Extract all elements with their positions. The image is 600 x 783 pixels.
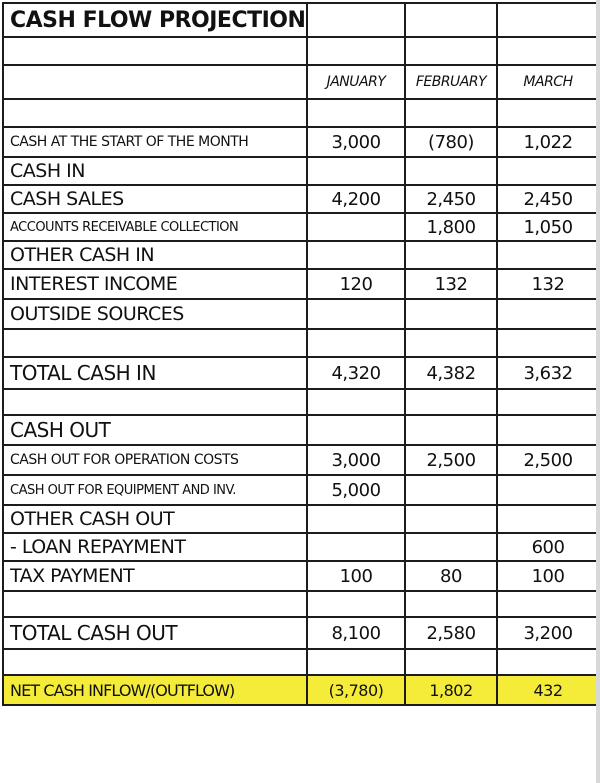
- empty-cell[interactable]: [405, 157, 497, 185]
- row-label: INTEREST INCOME: [3, 269, 307, 299]
- section-heading: CASH IN: [3, 157, 307, 185]
- cell-january[interactable]: 4,200: [307, 185, 405, 213]
- empty-cell[interactable]: [307, 99, 405, 127]
- blank-row: [3, 389, 599, 415]
- cell-january[interactable]: 120: [307, 269, 405, 299]
- empty-cell[interactable]: [497, 649, 599, 675]
- row-ar-collection: [3, 213, 599, 241]
- cell-march[interactable]: 2,500: [497, 445, 599, 475]
- cell-february[interactable]: (780): [405, 127, 497, 157]
- title-row: [3, 3, 599, 37]
- row-loan-repayment: [3, 533, 599, 561]
- cell-march[interactable]: 3,200: [497, 617, 599, 649]
- empty-cell[interactable]: [497, 299, 599, 329]
- cash-flow-table: [2, 2, 600, 706]
- row-net-cash: [3, 675, 599, 705]
- cell-february[interactable]: 80: [405, 561, 497, 591]
- cell-march[interactable]: 2,450: [497, 185, 599, 213]
- empty-cell[interactable]: [405, 3, 497, 37]
- empty-cell[interactable]: [3, 37, 307, 65]
- cell-january[interactable]: 8,100: [307, 617, 405, 649]
- row-total-cash-out: [3, 617, 599, 649]
- row-label: NET CASH INFLOW/(OUTFLOW): [3, 675, 307, 705]
- empty-cell[interactable]: [3, 329, 307, 357]
- cell-march[interactable]: 1,050: [497, 213, 599, 241]
- row-label: CASH OUT FOR EQUIPMENT AND INV.: [3, 475, 307, 505]
- cell-january[interactable]: 5,000: [307, 475, 405, 505]
- blank-row: [3, 591, 599, 617]
- row-operation-costs: [3, 445, 599, 475]
- row-interest-income: [3, 269, 599, 299]
- empty-cell[interactable]: [3, 591, 307, 617]
- month-header-january: JANUARY: [307, 65, 405, 99]
- cell-march[interactable]: 100: [497, 561, 599, 591]
- row-label: TAX PAYMENT: [3, 561, 307, 591]
- empty-cell[interactable]: [405, 37, 497, 65]
- blank-row: [3, 99, 599, 127]
- empty-cell[interactable]: [497, 329, 599, 357]
- empty-cell[interactable]: [307, 299, 405, 329]
- row-label: OTHER CASH OUT: [3, 505, 307, 533]
- cell-february[interactable]: [405, 475, 497, 505]
- empty-cell[interactable]: [497, 99, 599, 127]
- row-tax-payment: [3, 561, 599, 591]
- row-label: TOTAL CASH OUT: [3, 617, 307, 649]
- blank-row: [3, 329, 599, 357]
- cell-february[interactable]: 1,802: [405, 675, 497, 705]
- row-other-cash-out: [3, 505, 599, 533]
- empty-cell[interactable]: [405, 505, 497, 533]
- sheet-title: CASH FLOW PROJECTION: [3, 3, 307, 37]
- blank-row: [3, 37, 599, 65]
- cell-march[interactable]: 1,022: [497, 127, 599, 157]
- cell-february[interactable]: 132: [405, 269, 497, 299]
- empty-cell[interactable]: [405, 299, 497, 329]
- empty-cell[interactable]: [497, 157, 599, 185]
- empty-cell[interactable]: [497, 505, 599, 533]
- row-cash-out-heading: [3, 415, 599, 445]
- row-label: TOTAL CASH IN: [3, 357, 307, 389]
- row-equipment: [3, 475, 599, 505]
- empty-cell[interactable]: [3, 389, 307, 415]
- cell-march[interactable]: 132: [497, 269, 599, 299]
- empty-cell[interactable]: [307, 157, 405, 185]
- empty-cell[interactable]: [307, 415, 405, 445]
- empty-cell[interactable]: [307, 241, 405, 269]
- cell-february[interactable]: 2,450: [405, 185, 497, 213]
- cell-march[interactable]: 600: [497, 533, 599, 561]
- empty-cell[interactable]: [307, 3, 405, 37]
- cell-january[interactable]: 3,000: [307, 127, 405, 157]
- row-label: ACCOUNTS RECEIVABLE COLLECTION: [3, 213, 307, 241]
- empty-cell[interactable]: [497, 3, 599, 37]
- empty-cell[interactable]: [307, 649, 405, 675]
- row-label: CASH AT THE START OF THE MONTH: [3, 127, 307, 157]
- cell-january[interactable]: 3,000: [307, 445, 405, 475]
- empty-cell[interactable]: [3, 65, 307, 99]
- month-header-row: [3, 65, 599, 99]
- cell-february[interactable]: [405, 533, 497, 561]
- empty-cell[interactable]: [497, 415, 599, 445]
- cell-january[interactable]: 4,320: [307, 357, 405, 389]
- empty-cell[interactable]: [3, 99, 307, 127]
- empty-cell[interactable]: [307, 389, 405, 415]
- row-label: OTHER CASH IN: [3, 241, 307, 269]
- empty-cell[interactable]: [405, 649, 497, 675]
- cell-january[interactable]: (3,780): [307, 675, 405, 705]
- row-start-cash: [3, 127, 599, 157]
- cell-february[interactable]: 1,800: [405, 213, 497, 241]
- row-cash-in-heading: [3, 157, 599, 185]
- empty-cell[interactable]: [497, 37, 599, 65]
- cell-january[interactable]: [307, 533, 405, 561]
- section-heading: CASH OUT: [3, 415, 307, 445]
- empty-cell[interactable]: [497, 241, 599, 269]
- month-header-february: FEBRUARY: [405, 65, 497, 99]
- empty-cell[interactable]: [405, 415, 497, 445]
- empty-cell[interactable]: [405, 591, 497, 617]
- empty-cell[interactable]: [497, 591, 599, 617]
- empty-cell[interactable]: [405, 389, 497, 415]
- empty-cell[interactable]: [307, 505, 405, 533]
- empty-cell[interactable]: [405, 329, 497, 357]
- row-label: - LOAN REPAYMENT: [3, 533, 307, 561]
- empty-cell[interactable]: [3, 649, 307, 675]
- empty-cell[interactable]: [497, 389, 599, 415]
- cell-january[interactable]: [307, 213, 405, 241]
- empty-cell[interactable]: [307, 329, 405, 357]
- cell-february[interactable]: 2,580: [405, 617, 497, 649]
- cell-january[interactable]: 100: [307, 561, 405, 591]
- empty-cell[interactable]: [405, 241, 497, 269]
- row-cash-sales: [3, 185, 599, 213]
- row-other-cash-in: [3, 241, 599, 269]
- cell-march[interactable]: 432: [497, 675, 599, 705]
- row-total-cash-in: [3, 357, 599, 389]
- cell-february[interactable]: 2,500: [405, 445, 497, 475]
- row-outside-sources: [3, 299, 599, 329]
- cell-march[interactable]: 3,632: [497, 357, 599, 389]
- month-header-march: MARCH: [497, 65, 599, 99]
- empty-cell[interactable]: [307, 591, 405, 617]
- row-label: CASH SALES: [3, 185, 307, 213]
- blank-row: [3, 649, 599, 675]
- cell-march[interactable]: [497, 475, 599, 505]
- cell-february[interactable]: 4,382: [405, 357, 497, 389]
- empty-cell[interactable]: [307, 37, 405, 65]
- row-label: CASH OUT FOR OPERATION COSTS: [3, 445, 307, 475]
- row-label: OUTSIDE SOURCES: [3, 299, 307, 329]
- empty-cell[interactable]: [405, 99, 497, 127]
- scrollbar-edge[interactable]: [596, 0, 600, 783]
